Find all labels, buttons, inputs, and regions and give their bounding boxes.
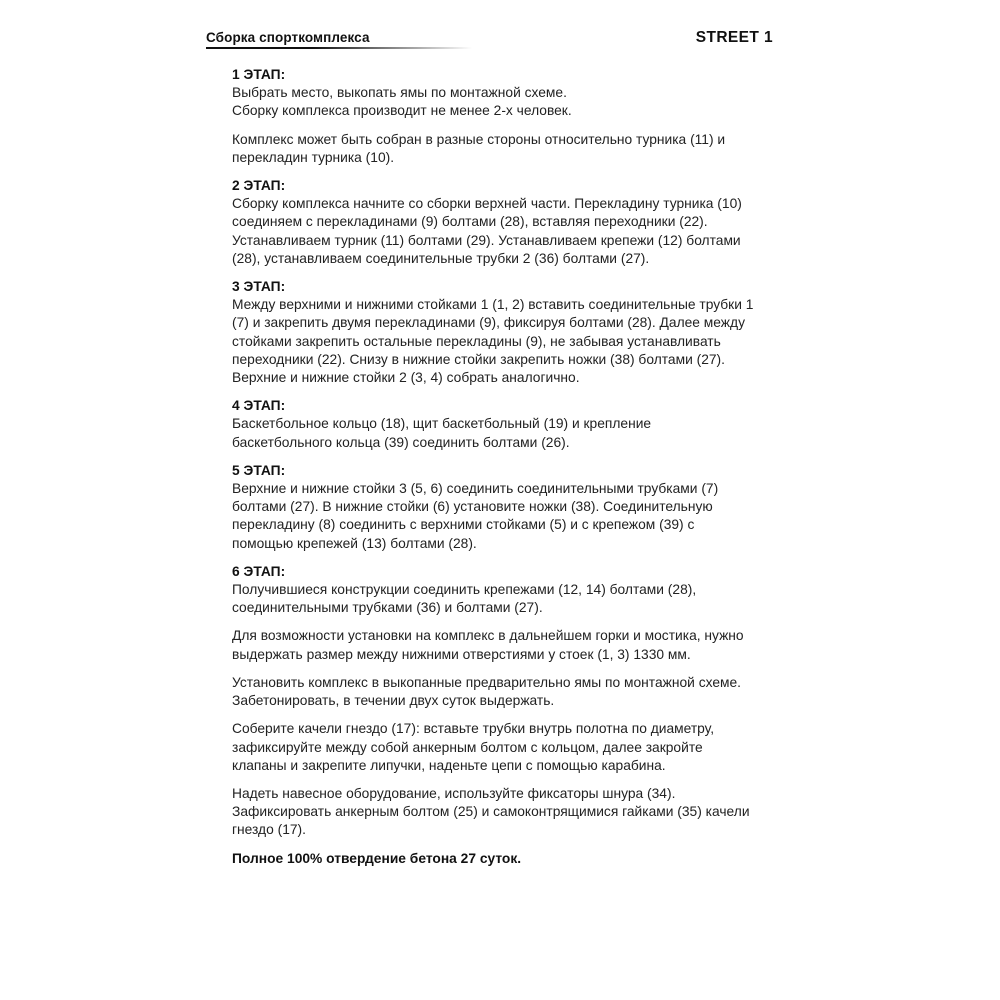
text-line: стойками закрепить остальные перекладины (9), не забывая устанавливать: [232, 333, 721, 349]
stage-title: 5 ЭТАП:: [232, 462, 286, 478]
stage-6: [232, 563, 777, 618]
stage-title: 6 ЭТАП:: [232, 563, 286, 579]
text-line: Установить комплекс в выкопанные предварительно ямы по монтажной схеме.: [232, 674, 741, 690]
stage-4: [232, 397, 777, 452]
text-line: Зафиксировать анкерным болтом (25) и самоконтрящимися гайками (35) качели: [232, 804, 750, 820]
text-line: Забетонировать, в течении двух суток выдержать.: [232, 693, 555, 709]
text-line: зафиксируйте между собой анкерным болтом с кольцом, далее закройте: [232, 739, 703, 755]
text-line: Устанавливаем турник (11) болтами (29). Устанавливаем крепежи (12) болтами: [232, 232, 741, 248]
text-line: выдержать размер между нижними отверстиями у стоек (1, 3) 1330 мм.: [232, 646, 691, 662]
text-line: Между верхними и нижними стойками 1 (1, 2) вставить соединительные трубки 1: [232, 297, 754, 313]
text-line: гнездо (17).: [232, 822, 306, 838]
text-line: переходники (22). Снизу в нижние стойки закрепить ножки (38) болтами (27).: [232, 351, 725, 367]
text-line: Баскетбольное кольцо (18), щит баскетбольный (19) и крепление: [232, 416, 652, 432]
swing-nest-note: [232, 720, 777, 775]
text-line: клапаны и закрепите липучки, наденьте цепи с помощью карабина.: [232, 757, 666, 773]
text-line: перекладин турника (10).: [232, 149, 395, 165]
text-line: Верхние и нижние стойки 3 (5, 6) соединить соединительными трубками (7): [232, 481, 719, 497]
text-line: Верхние и нижние стойки 2 (3, 4) собрать аналогично.: [232, 370, 580, 386]
text-line: перекладину (8) соединить с верхними стойками (5) и с крепежом (39) с: [232, 517, 695, 533]
stage-title: 1 ЭТАП:: [232, 67, 286, 82]
stage-title: 3 ЭТАП:: [232, 279, 286, 295]
text-line: Для возможности установки на комплекс в дальнейшем горки и мостика, нужно: [232, 628, 744, 644]
text-line: (28), устанавливаем соединительные трубки 2 (36) болтами (27).: [232, 250, 650, 266]
instructions-body: [232, 66, 777, 878]
stage-2: [232, 177, 777, 268]
header-underline: [206, 47, 472, 49]
direction-note: [232, 131, 777, 167]
stage-3: [232, 278, 777, 387]
text-line: Выбрать место, выкопать ямы по монтажной схеме.: [232, 85, 567, 101]
final-note: [232, 850, 777, 868]
text-line: (7) и закрепить двумя перекладинами (9), фиксируя болтами (28). Далее между: [232, 315, 745, 331]
stage-title: 4 ЭТАП:: [232, 398, 286, 414]
concrete-note: [232, 674, 777, 710]
brand-label: STREET 1: [695, 29, 773, 46]
slide-bridge-note: [232, 627, 777, 663]
curing-time-note: Полное 100% отвердение бетона 27 суток.: [232, 850, 522, 866]
stage-title: 2 ЭТАП:: [232, 178, 286, 194]
text-line: Соберите качели гнездо (17): вставьте трубки внутрь полотна по диаметру,: [232, 721, 715, 737]
text-line: Комплекс может быть собран в разные стороны относительно турника (11) и: [232, 131, 726, 147]
text-line: Сборку комплекса начните со сборки верхней части. Перекладину турника (10): [232, 196, 742, 212]
text-line: Сборку комплекса производит не менее 2-х человек.: [232, 103, 572, 119]
text-line: баскетбольного кольца (39) соединить болтами (26).: [232, 434, 570, 450]
hanging-equipment-note: [232, 785, 777, 840]
stage-5: [232, 462, 777, 553]
text-line: помощью крепежей (13) болтами (28).: [232, 535, 477, 551]
text-line: соединяем с перекладинами (9) болтами (28), вставляя переходники (22).: [232, 214, 708, 230]
stage-1: [232, 66, 777, 121]
text-line: соединительными трубками (36) и болтами (27).: [232, 600, 543, 616]
text-line: Получившиеся конструкции соединить крепежами (12, 14) болтами (28),: [232, 582, 697, 598]
text-line: Надеть навесное оборудование, используйте фиксаторы шнура (34).: [232, 785, 676, 801]
text-line: болтами (27). В нижние стойки (6) установите ножки (38). Соединительную: [232, 499, 713, 515]
page-title: Сборка спорткомплекса: [206, 30, 370, 45]
